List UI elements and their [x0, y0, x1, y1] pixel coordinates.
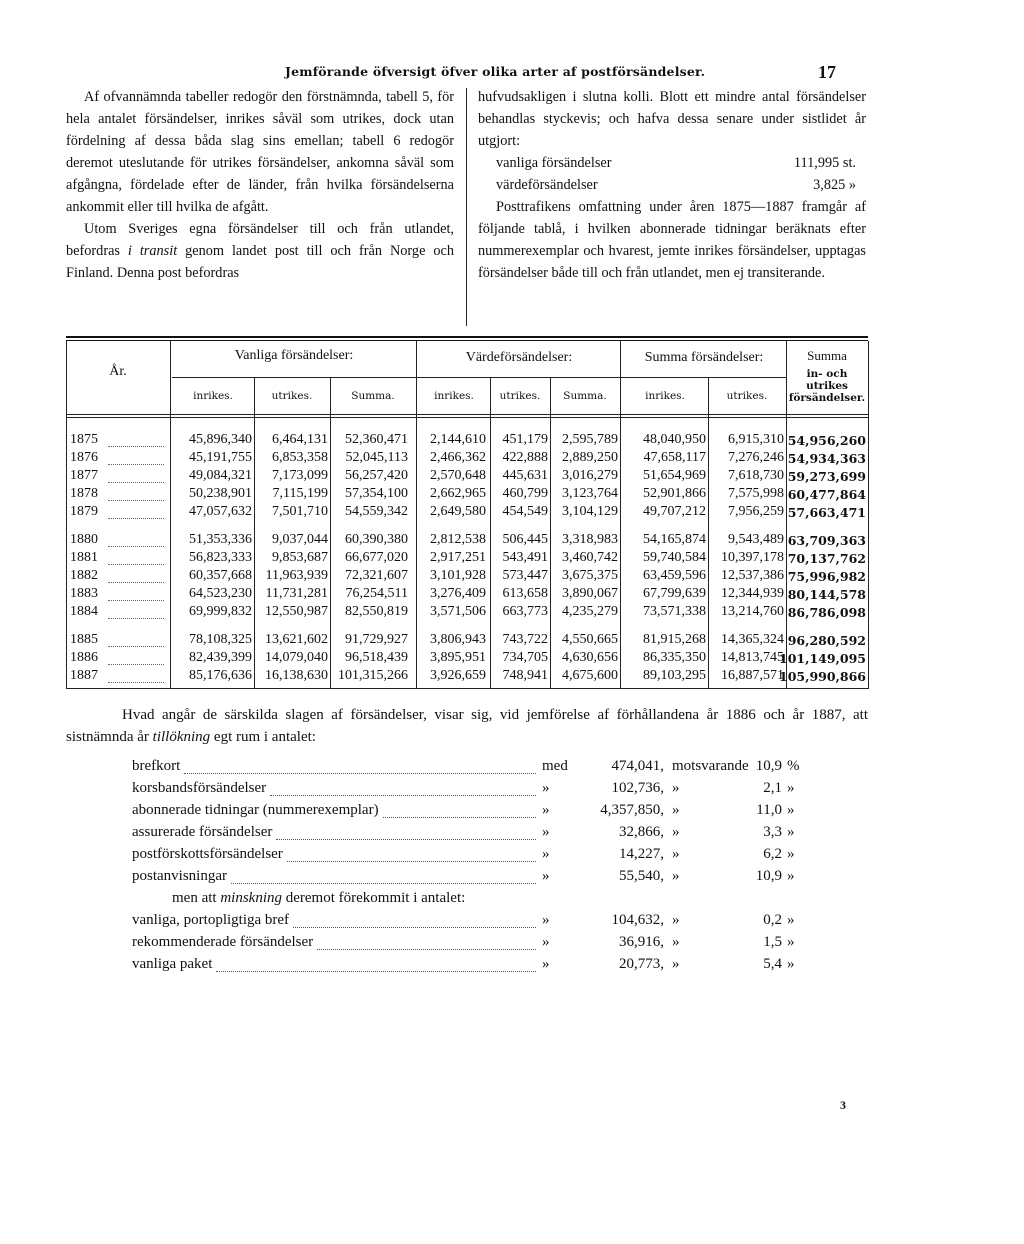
table-cell: 4,550,665 — [562, 632, 618, 647]
table-cell: 10,397,178 — [721, 550, 784, 565]
table-cell: 734,705 — [502, 650, 548, 665]
leader-dots — [184, 773, 536, 774]
table-cell: 2,917,251 — [430, 550, 486, 565]
table-cell: 86,335,350 — [643, 650, 706, 665]
item-percent: 0,2 — [763, 912, 782, 928]
table-cell: 54,165,874 — [643, 532, 706, 547]
list-item — [132, 956, 872, 978]
item-unit: » — [787, 846, 795, 862]
list-item — [132, 868, 872, 890]
running-title: Jemförande öfversigt öfver olika arter af postförsändelser. — [285, 64, 706, 79]
table-cell: 70,137,762 — [787, 551, 866, 566]
table-cell: 9,853,687 — [272, 550, 328, 565]
table-cell: 2,662,965 — [430, 486, 486, 501]
table-cell: 60,390,380 — [345, 532, 408, 547]
table-cell: 76,254,511 — [345, 586, 408, 601]
item-prefix: » — [542, 956, 550, 972]
table-cell: 2,570,648 — [430, 468, 486, 483]
table-cell: 13,621,602 — [265, 632, 328, 647]
table-cell: 3,318,983 — [562, 532, 618, 547]
table-cell: 101,315,266 — [338, 668, 408, 683]
table-cell: 57,663,471 — [787, 505, 866, 520]
right-column — [478, 86, 866, 284]
table-cell: 6,915,310 — [728, 432, 784, 447]
table-cell: 63,459,596 — [643, 568, 706, 583]
table-top-rule — [66, 336, 868, 338]
table-cell: 96,518,439 — [345, 650, 408, 665]
item-label: postförskottsförsändelser — [132, 846, 283, 862]
table-cell: 451,179 — [502, 432, 548, 447]
item-number: 474,041, — [611, 758, 664, 774]
table-cell: 543,491 — [502, 550, 548, 565]
item-prefix-2: » — [672, 802, 680, 818]
item-label: rekommenderade försändelser — [132, 934, 314, 950]
table-cell: 3,104,129 — [562, 504, 618, 519]
year-header: År. — [109, 364, 127, 379]
table-cell: 14,079,040 — [265, 650, 328, 665]
column-divider — [466, 88, 467, 326]
table-cell: 66,677,020 — [345, 550, 408, 565]
header-total-c: utrikes — [806, 380, 848, 392]
right-line-2 — [478, 174, 856, 196]
year-cell: 1875 — [70, 432, 98, 447]
table-cell: 96,280,592 — [787, 633, 866, 648]
year-cell: 1886 — [70, 650, 98, 665]
table-cell: 12,537,386 — [721, 568, 784, 583]
table-cell: 3,123,764 — [562, 486, 618, 501]
table-cell: 4,675,600 — [562, 668, 618, 683]
comparison-paragraph — [66, 704, 868, 748]
left-column — [66, 86, 454, 284]
item-label: assurerade försändelser — [132, 824, 273, 840]
table-cell: 56,823,333 — [189, 550, 252, 565]
table-cell: 63,709,363 — [787, 533, 866, 548]
table-cell: 12,344,939 — [721, 586, 784, 601]
left-p2-a: Utom Sveriges egna försändelser till och från utlandet, befordras — [66, 221, 454, 259]
table-cell: 49,084,321 — [189, 468, 252, 483]
table-cell: 52,045,113 — [345, 450, 408, 465]
table-cell: 3,101,928 — [430, 568, 486, 583]
table-cell: 101,149,095 — [779, 651, 866, 666]
item-percent: 5,4 — [763, 956, 782, 972]
table-cell: 663,773 — [502, 604, 548, 619]
sub-summa-2: Summa. — [563, 390, 607, 402]
table-cell: 54,934,363 — [787, 451, 866, 466]
item-percent: 10,9 — [755, 758, 782, 774]
year-cell: 1879 — [70, 504, 98, 519]
table-cell: 2,889,250 — [562, 450, 618, 465]
table-cell: 49,707,212 — [643, 504, 706, 519]
list-item — [132, 780, 872, 802]
table-cell: 16,138,630 — [265, 668, 328, 683]
left-paragraph-2 — [66, 218, 454, 284]
table-cell: 573,447 — [502, 568, 548, 583]
table-cell: 11,963,939 — [265, 568, 328, 583]
header-mid-rule — [172, 377, 786, 378]
table-cell: 506,445 — [502, 532, 548, 547]
table-cell: 7,618,730 — [728, 468, 784, 483]
item-prefix: » — [542, 934, 550, 950]
item-number: 4,357,850, — [600, 802, 664, 818]
table-cell: 4,630,656 — [562, 650, 618, 665]
table-cell: 7,276,246 — [728, 450, 784, 465]
table-cell: 82,550,819 — [345, 604, 408, 619]
vline-left — [66, 341, 67, 689]
table-cell: 9,543,489 — [728, 532, 784, 547]
item-unit: » — [787, 868, 795, 884]
table-cell: 73,571,338 — [643, 604, 706, 619]
item-prefix: med — [542, 758, 568, 774]
table-cell: 51,654,969 — [643, 468, 706, 483]
item-percent: 10,9 — [755, 868, 782, 884]
table-cell: 60,357,668 — [189, 568, 252, 583]
sub-utrikes-2: utrikes. — [499, 390, 541, 402]
table-cell: 3,926,659 — [430, 668, 486, 683]
table-cell: 13,214,760 — [721, 604, 784, 619]
leader-dots — [216, 971, 536, 972]
item-prefix: » — [542, 868, 550, 884]
year-cell: 1882 — [70, 568, 98, 583]
table-cell: 52,360,471 — [345, 432, 408, 447]
table-cell: 45,896,340 — [189, 432, 252, 447]
table-cell: 56,257,420 — [345, 468, 408, 483]
right-line-1-label: vanliga försändelser — [496, 155, 612, 171]
left-paragraph-1: Af ofvannämnda tabeller redogör den förstnämnda, tabell 5, för hela antalet försändelser, inrikes såväl som utrikes, dock utan fördelning af dessa båda slag sins emellan; tabell 6 redogör deremot uteslutande för utrikes försändelser, ankomna såväl som afgångna, fördelade efter de länder, från hvilka försändelserna ankommit eller till hvilka de afgått. — [66, 89, 454, 215]
table-cell: 445,631 — [502, 468, 548, 483]
list-item — [132, 802, 872, 824]
item-prefix-2: » — [672, 956, 680, 972]
item-number: 36,916, — [619, 934, 664, 950]
table-cell: 47,057,632 — [189, 504, 252, 519]
item-label: postanvisningar — [132, 868, 227, 884]
sub-summa-1: Summa. — [351, 390, 395, 402]
table-cell: 2,144,610 — [430, 432, 486, 447]
leader-dots — [231, 883, 536, 884]
year-cell: 1880 — [70, 532, 98, 547]
year-cell: 1884 — [70, 604, 98, 619]
table-cell: 86,786,098 — [787, 605, 866, 620]
table-cell: 105,990,866 — [779, 669, 866, 684]
table-cell: 91,729,927 — [345, 632, 408, 647]
year-cell: 1883 — [70, 586, 98, 601]
table-cell: 12,550,987 — [265, 604, 328, 619]
leader-dots — [293, 927, 536, 928]
table-cell: 14,813,745 — [721, 650, 784, 665]
item-prefix-2: motsvarande — [672, 758, 749, 774]
table-cell: 75,996,982 — [787, 569, 866, 584]
item-percent: 11,0 — [756, 802, 782, 818]
table-cell: 80,144,578 — [787, 587, 866, 602]
table-cell: 3,895,951 — [430, 650, 486, 665]
item-label: abonnerade tidningar (nummerexemplar) — [132, 802, 379, 818]
table-cell: 14,365,324 — [721, 632, 784, 647]
table-cell: 57,354,100 — [345, 486, 408, 501]
leader-dots — [287, 861, 536, 862]
table-cell: 2,466,362 — [430, 450, 486, 465]
right-paragraph-1: hufvudsakligen i slutna kolli. Blott ett mindre antal försändelser behandlas styckevis; och hafva dessa senare under sistlidet år utgjort: — [478, 89, 866, 149]
table-cell: 460,799 — [502, 486, 548, 501]
list-item — [132, 846, 872, 868]
year-cell: 1876 — [70, 450, 98, 465]
decrease-intro-italic: minskning — [220, 890, 282, 906]
table-cell: 85,176,636 — [189, 668, 252, 683]
sub-inrikes-1: inrikes. — [193, 390, 233, 402]
table-cell: 81,915,268 — [643, 632, 706, 647]
table-cell: 7,956,259 — [728, 504, 784, 519]
table-bottom-rule — [66, 688, 868, 689]
item-prefix: » — [542, 846, 550, 862]
table-cell: 3,460,742 — [562, 550, 618, 565]
list-item — [132, 824, 872, 846]
table-cell: 748,941 — [502, 668, 548, 683]
leader-dots — [270, 795, 536, 796]
table-cell: 50,238,901 — [189, 486, 252, 501]
table-cell: 7,115,199 — [272, 486, 328, 501]
item-prefix-2: » — [672, 868, 680, 884]
item-prefix-2: » — [672, 934, 680, 950]
item-number: 32,866, — [619, 824, 664, 840]
para2-italic: tillökning — [152, 729, 211, 745]
item-unit: » — [787, 824, 795, 840]
table-cell: 7,501,710 — [272, 504, 328, 519]
table-cell: 3,016,279 — [562, 468, 618, 483]
table-cell: 16,887,571 — [721, 668, 784, 683]
table-cell: 613,658 — [502, 586, 548, 601]
item-percent: 6,2 — [763, 846, 782, 862]
item-number: 104,632, — [611, 912, 664, 928]
decrease-intro-b: deremot förekommit i antalet: — [282, 890, 466, 906]
table-cell: 3,806,943 — [430, 632, 486, 647]
table-cell: 3,276,409 — [430, 586, 486, 601]
item-unit: » — [787, 934, 795, 950]
header-summa: Summa försändelser: — [644, 350, 764, 365]
sub-inrikes-3: inrikes. — [645, 390, 685, 402]
table-cell: 2,649,580 — [430, 504, 486, 519]
header-total-b: in- och — [806, 368, 848, 380]
table-cell: 51,353,336 — [189, 532, 252, 547]
item-prefix-2: » — [672, 846, 680, 862]
table-cell: 743,722 — [502, 632, 548, 647]
table-cell: 89,103,295 — [643, 668, 706, 683]
year-cell: 1885 — [70, 632, 98, 647]
table-cell: 9,037,044 — [272, 532, 328, 547]
table-cell: 59,740,584 — [643, 550, 706, 565]
table-cell: 69,999,832 — [189, 604, 252, 619]
item-unit: % — [787, 758, 800, 774]
signature-number: 3 — [840, 1098, 846, 1112]
item-number: 102,736, — [611, 780, 664, 796]
right-line-2-value: 3,825 » — [813, 177, 856, 193]
item-prefix: » — [542, 780, 550, 796]
item-prefix-2: » — [672, 912, 680, 928]
leader-dots — [317, 949, 536, 950]
table-cell: 67,799,639 — [643, 586, 706, 601]
table-cell: 6,853,358 — [272, 450, 328, 465]
item-unit: » — [787, 780, 795, 796]
table-cell: 4,235,279 — [562, 604, 618, 619]
header-vanliga: Vanliga försändelser: — [234, 348, 354, 363]
table-cell: 422,888 — [502, 450, 548, 465]
table-cell: 7,173,099 — [272, 468, 328, 483]
decrease-intro-a: men att — [172, 890, 221, 906]
table-cell: 6,464,131 — [272, 432, 328, 447]
item-prefix-2: » — [672, 824, 680, 840]
table-cell: 11,731,281 — [265, 586, 328, 601]
item-percent: 2,1 — [763, 780, 782, 796]
table-cell: 3,675,375 — [562, 568, 618, 583]
sub-inrikes-2: inrikes. — [434, 390, 474, 402]
year-cell: 1877 — [70, 468, 98, 483]
item-number: 20,773, — [619, 956, 664, 972]
item-label: vanliga paket — [132, 956, 213, 972]
left-p2-b: genom landet post till och från Norge och Finland. Denna post befordras — [66, 243, 454, 281]
item-percent: 1,5 — [763, 934, 782, 950]
item-unit: » — [787, 802, 795, 818]
item-prefix: » — [542, 824, 550, 840]
right-paragraph-2: Posttrafikens omfattning under åren 1875—1887 framgår af följande tablå, i hvilken abonnerade tidningar beräknats efter nummerexemplar och hvarest, jemte inrikes försändelser, upptagas försändelser både till och från utlandet, men ej transiterande. — [478, 199, 866, 281]
item-label: korsbandsförsändelser — [132, 780, 267, 796]
table-cell: 78,108,325 — [189, 632, 252, 647]
table-cell: 52,901,866 — [643, 486, 706, 501]
table-cell: 59,273,699 — [787, 469, 866, 484]
item-label: brefkort — [132, 758, 181, 774]
list-item — [132, 934, 872, 956]
item-percent: 3,3 — [763, 824, 782, 840]
sub-utrikes-3: utrikes. — [726, 390, 768, 402]
leader-dots — [383, 817, 536, 818]
table-cell: 2,812,538 — [430, 532, 486, 547]
table-cell: 2,595,789 — [562, 432, 618, 447]
year-cell: 1881 — [70, 550, 98, 565]
item-number: 55,540, — [619, 868, 664, 884]
left-p2-italic: i transit — [127, 243, 178, 259]
item-unit: » — [787, 912, 795, 928]
year-cell: 1887 — [70, 668, 98, 683]
leader-dots — [276, 839, 536, 840]
table-cell: 454,549 — [502, 504, 548, 519]
header-total-d: försändelser. — [788, 392, 866, 404]
header-bottom-rule-2 — [66, 417, 868, 418]
table-cell: 54,956,260 — [787, 433, 866, 448]
header-varde: Värdeförsändelser: — [465, 350, 573, 365]
table-cell: 72,321,607 — [345, 568, 408, 583]
table-cell: 48,040,950 — [643, 432, 706, 447]
sub-utrikes-1: utrikes. — [271, 390, 313, 402]
page-number: 17 — [818, 62, 836, 82]
table-cell: 82,439,399 — [189, 650, 252, 665]
table-cell: 3,890,067 — [562, 586, 618, 601]
table-cell: 45,191,755 — [189, 450, 252, 465]
table-cell: 54,559,342 — [345, 504, 408, 519]
item-prefix: » — [542, 912, 550, 928]
table-cell: 47,658,117 — [643, 450, 706, 465]
item-prefix: » — [542, 802, 550, 818]
right-line-2-label: värdeförsändelser — [496, 177, 598, 193]
header-bottom-rule — [66, 414, 868, 415]
right-line-1 — [478, 152, 856, 174]
table-top-rule-thin — [66, 340, 868, 341]
item-number: 14,227, — [619, 846, 664, 862]
list-item — [132, 912, 872, 934]
vline-right — [868, 341, 869, 689]
year-cell: 1878 — [70, 486, 98, 501]
para2-b: egt rum i antalet: — [210, 729, 316, 745]
table-cell: 7,575,998 — [728, 486, 784, 501]
right-line-1-value: 111,995 st. — [793, 155, 856, 171]
list-item — [132, 758, 872, 780]
table-cell: 60,477,864 — [787, 487, 866, 502]
item-unit: » — [787, 956, 795, 972]
item-label: vanliga, portopligtiga bref — [132, 912, 290, 928]
header-total-a: Summa — [807, 348, 847, 363]
table-cell: 3,571,506 — [430, 604, 486, 619]
item-prefix-2: » — [672, 780, 680, 796]
table-cell: 64,523,230 — [189, 586, 252, 601]
decrease-intro — [172, 890, 912, 912]
para2-a: Hvad angår de särskilda slagen af försändelser, visar sig, vid jemförelse af förhållandena år 1886 och år 1887, att sistnämnda år — [66, 707, 868, 745]
